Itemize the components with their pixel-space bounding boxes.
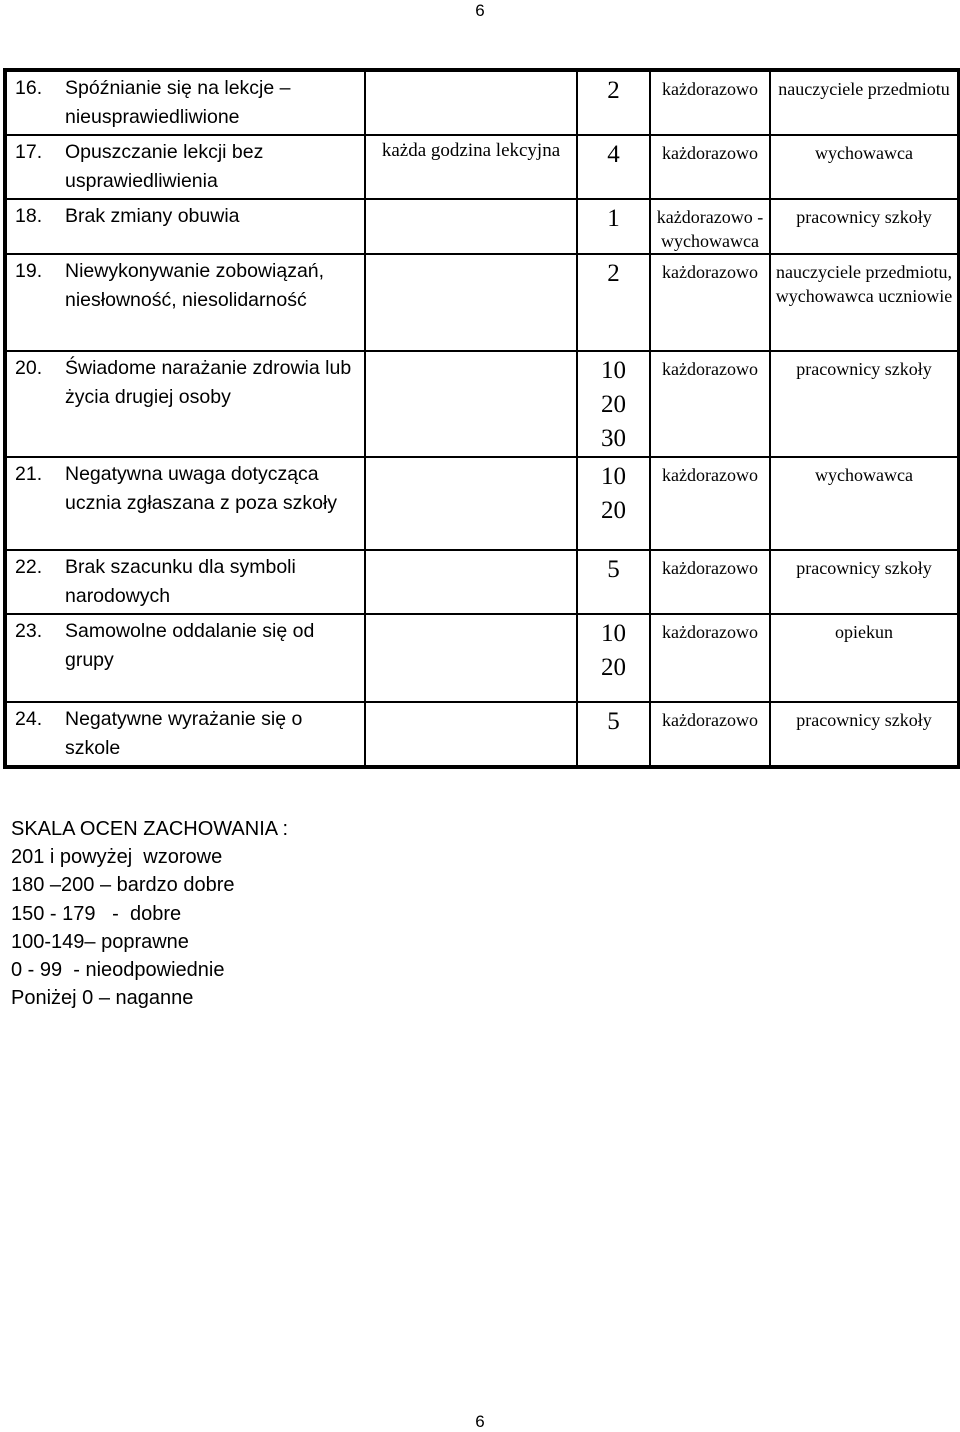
row-unit xyxy=(366,458,576,462)
row-frequency: każdorazowo xyxy=(662,359,758,379)
row-responsible: pracownicy szkoły xyxy=(796,207,932,227)
page-number-bottom: 6 xyxy=(475,1412,485,1431)
row-number: 17. xyxy=(15,141,43,163)
scale-item: 150 - 179 - dobre xyxy=(11,902,182,925)
row-points: 5 xyxy=(607,708,620,735)
scale-item: 100-149– poprawne xyxy=(11,930,189,953)
row-unit xyxy=(366,703,576,707)
row-frequency: każdorazowo xyxy=(662,465,758,485)
row-responsible: wychowawca xyxy=(815,143,913,163)
table-row xyxy=(5,70,959,135)
row-unit xyxy=(366,551,576,555)
row-responsible: pracownicy szkoły xyxy=(796,710,932,730)
row-description: Negatywna uwaga dotycząca ucznia zgłaszana z poza szkoły xyxy=(65,463,338,514)
page-number-top: 6 xyxy=(475,1,485,20)
row-points: 2 xyxy=(607,77,620,104)
scale-item: Poniżej 0 – naganne xyxy=(11,987,194,1010)
row-points: 10 20 xyxy=(601,463,626,524)
table-row xyxy=(5,614,959,702)
row-responsible: wychowawca xyxy=(815,465,913,485)
row-description: Opuszczanie lekcji bez usprawiedliwienia xyxy=(65,141,264,192)
row-unit xyxy=(366,352,576,356)
table-row xyxy=(5,351,959,457)
scale-item: 180 –200 – bardzo dobre xyxy=(11,874,235,897)
row-frequency: każdorazowo xyxy=(662,143,758,163)
row-points: 4 xyxy=(607,141,620,168)
row-responsible: nauczyciele przedmiotu, wychowawca uczniowie xyxy=(775,262,953,306)
row-points: 5 xyxy=(607,556,620,583)
row-responsible: opiekun xyxy=(835,622,893,642)
behavior-points-table xyxy=(3,68,960,769)
table-row xyxy=(5,457,959,550)
row-frequency: każdorazowo -wychowawca xyxy=(656,207,764,251)
row-description: Niewykonywanie zobowiązań, niesłowność, niesolidarność xyxy=(65,260,325,311)
row-frequency: każdorazowo xyxy=(662,622,758,642)
table-row xyxy=(5,702,959,767)
row-description: Negatywne wyrażanie się o szkole xyxy=(65,708,303,759)
scale-item: 201 i powyżej wzorowe xyxy=(11,846,223,869)
row-unit xyxy=(366,255,576,259)
table-row xyxy=(5,199,959,254)
row-frequency: każdorazowo xyxy=(662,558,758,578)
row-unit xyxy=(366,200,576,204)
row-number: 19. xyxy=(15,260,43,282)
row-points: 2 xyxy=(607,260,620,287)
row-description: Samowolne oddalanie się od grupy xyxy=(65,620,315,671)
row-points: 10 20 xyxy=(601,620,626,681)
row-responsible: pracownicy szkoły xyxy=(796,558,932,578)
table-row xyxy=(5,254,959,351)
row-frequency: każdorazowo xyxy=(662,262,758,282)
row-description: Świadome narażanie zdrowia lub życia drugiej osoby xyxy=(65,357,352,408)
row-points: 1 xyxy=(607,205,620,232)
row-number: 18. xyxy=(15,205,43,227)
scale-heading: SKALA OCEN ZACHOWANIA : xyxy=(11,818,289,840)
row-unit xyxy=(366,615,576,619)
row-responsible: pracownicy szkoły xyxy=(796,359,932,379)
row-frequency: każdorazowo xyxy=(662,79,758,99)
row-points: 10 20 30 xyxy=(601,357,626,452)
table-row xyxy=(5,550,959,614)
row-unit: każda godzina lekcyjna xyxy=(381,140,561,161)
row-number: 23. xyxy=(15,620,43,642)
table-row xyxy=(5,135,959,199)
behavior-grade-scale xyxy=(11,815,288,1012)
row-number: 22. xyxy=(15,556,43,578)
row-number: 21. xyxy=(15,463,43,485)
row-unit xyxy=(366,72,576,76)
scale-item: 0 - 99 - nieodpowiednie xyxy=(11,959,225,982)
row-description: Brak zmiany obuwia xyxy=(65,205,240,227)
row-number: 24. xyxy=(15,708,43,730)
row-number: 16. xyxy=(15,77,43,99)
row-description: Brak szacunku dla symboli narodowych xyxy=(65,556,296,607)
row-frequency: każdorazowo xyxy=(662,710,758,730)
row-responsible: nauczyciele przedmiotu xyxy=(778,79,950,99)
row-number: 20. xyxy=(15,357,43,379)
row-description: Spóźnianie się na lekcje – nieusprawiedliwione xyxy=(65,77,291,128)
